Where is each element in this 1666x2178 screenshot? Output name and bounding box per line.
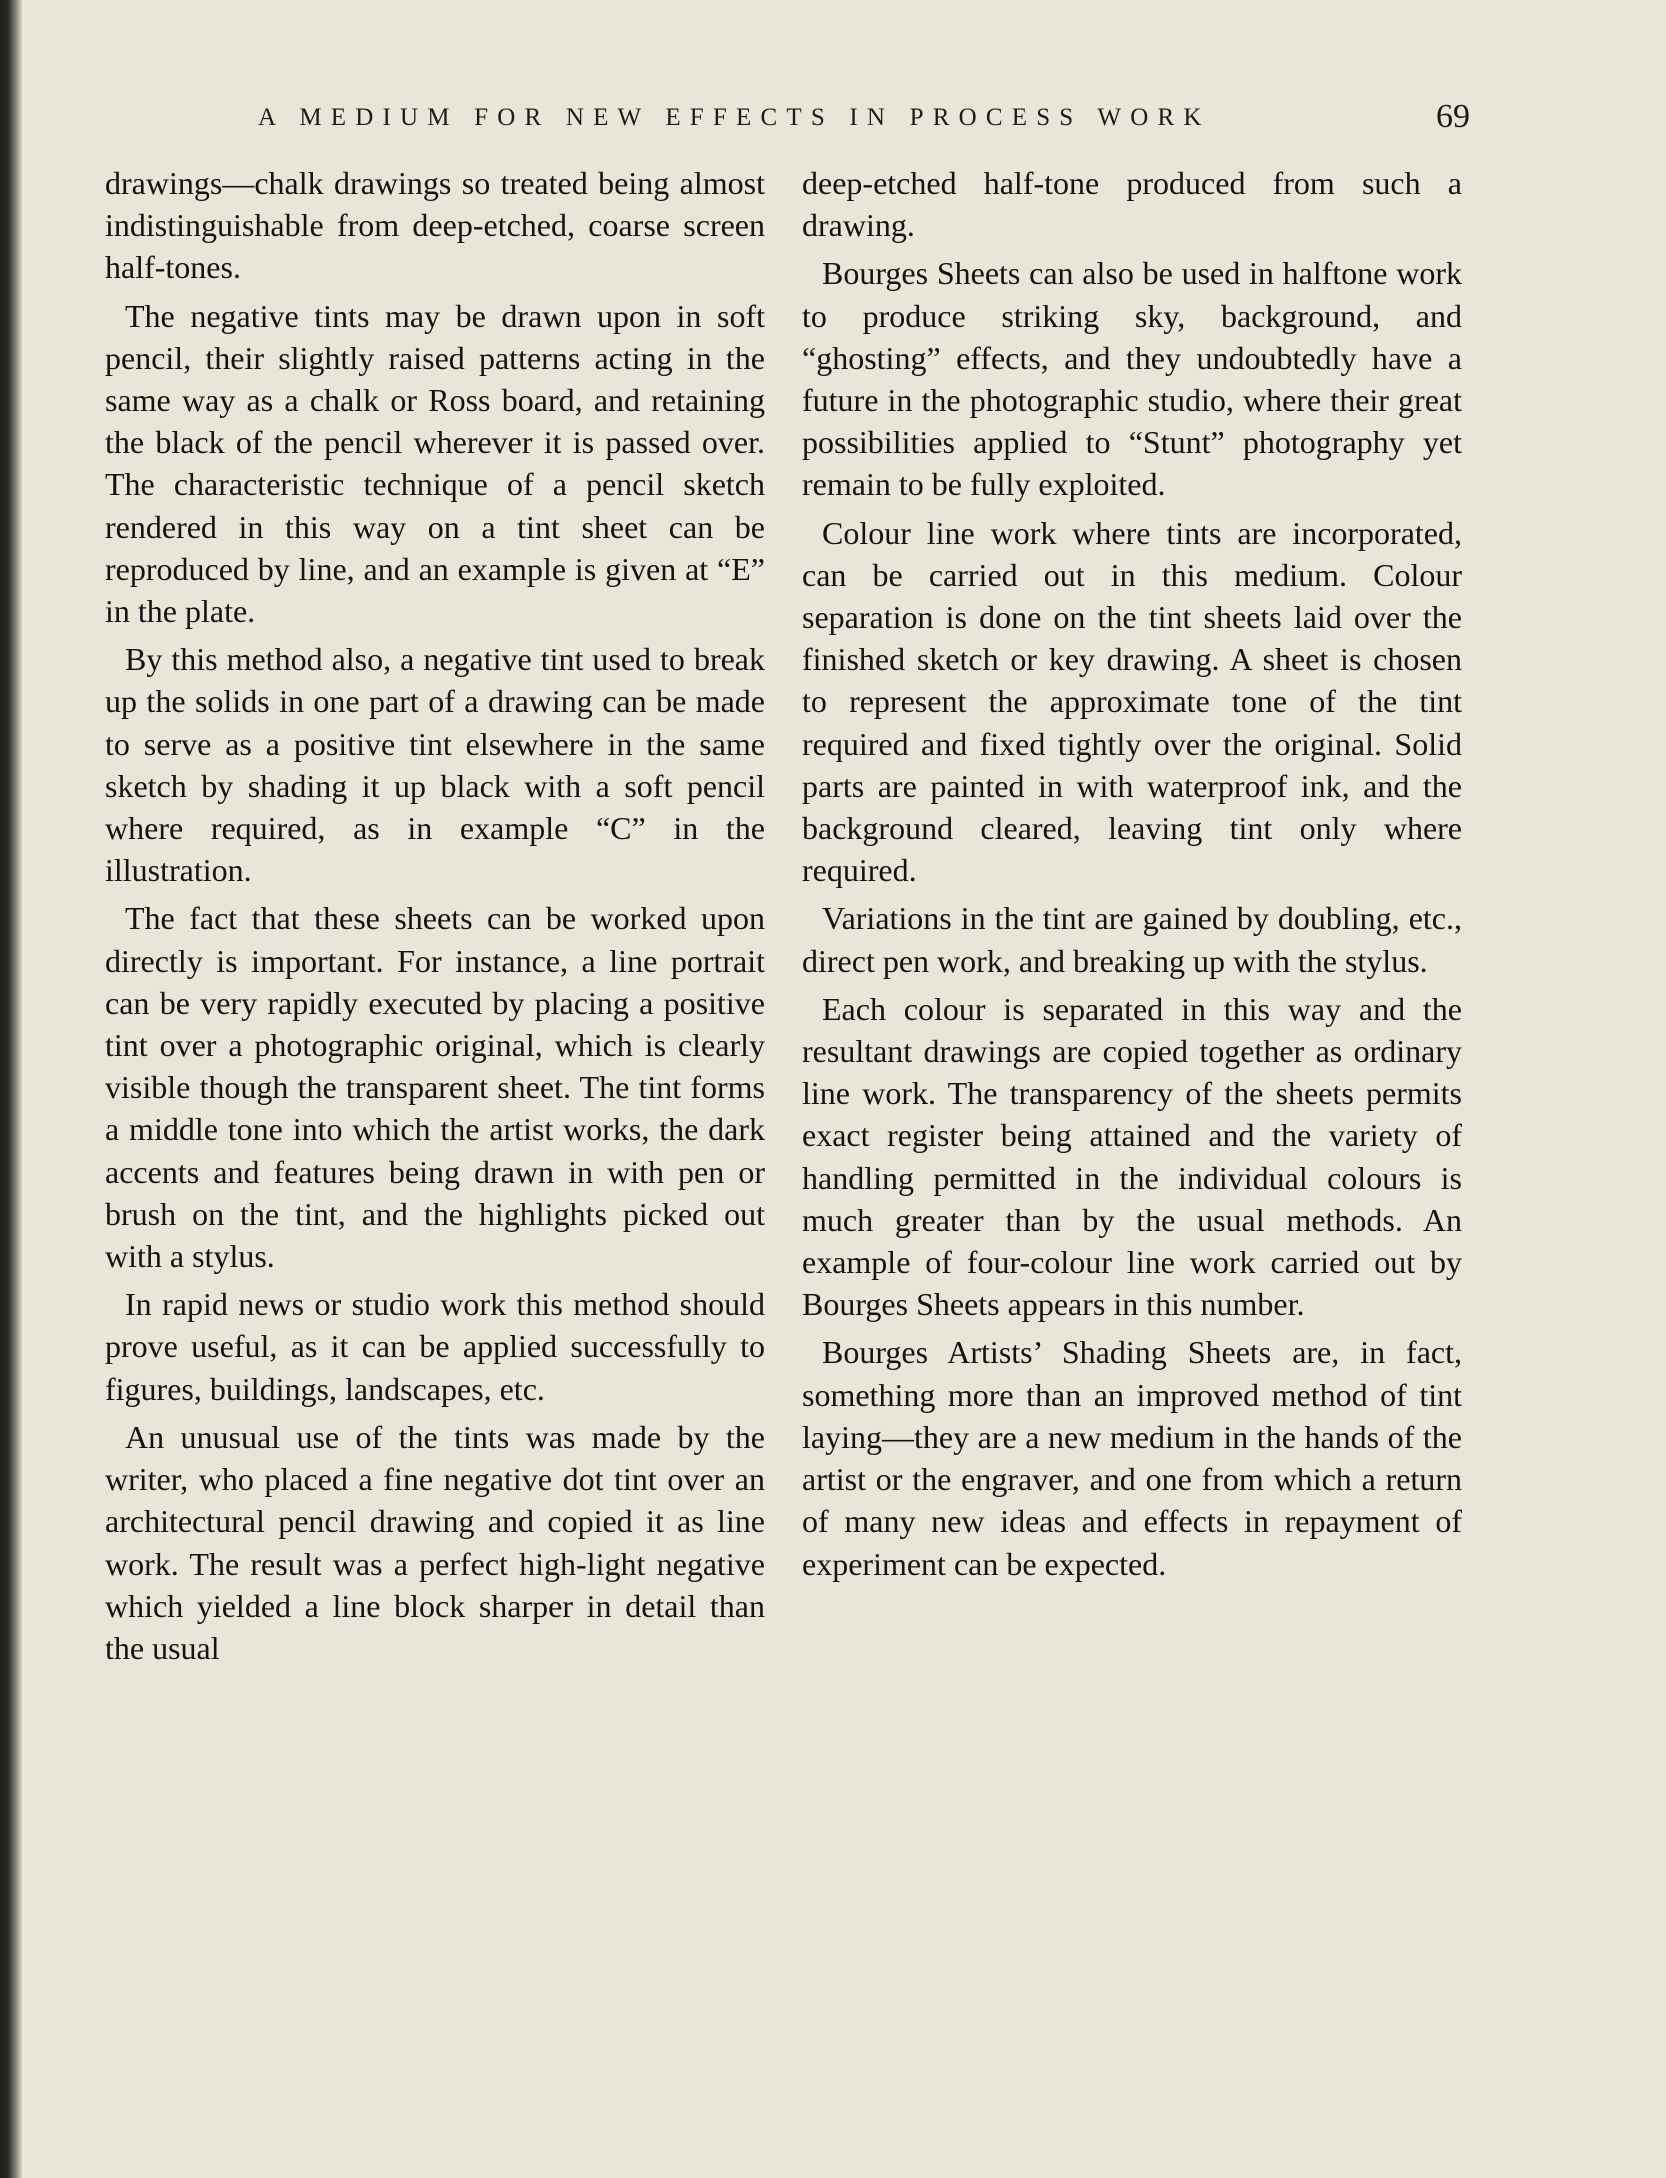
right-column bbox=[802, 162, 1462, 1782]
paragraph: drawings—chalk drawings so treated being almost indistinguishable from deep-etched, coarse screen half-tones. bbox=[105, 165, 765, 286]
page-binding-edge bbox=[0, 0, 22, 2178]
paragraph: In rapid news or studio work this method should prove useful, as it can be applied successfully to figures, buildings, landscapes, etc. bbox=[105, 1286, 765, 1407]
paragraph: The negative tints may be drawn upon in soft pencil, their slightly raised patterns acting in the same way as a chalk or Ross board, and retaining the black of the pencil wherever it is passed over. The characteristic technique of a pencil sketch rendered in this way on a tint sheet can be reproduced by line, and an example is given at “E” in the plate. bbox=[105, 297, 765, 630]
paragraph: Variations in the tint are gained by doubling, etc., direct pen work, and breaking up with the stylus. bbox=[802, 900, 1462, 979]
paragraph: By this method also, a negative tint used to break up the solids in one part of a drawing can be made to serve as a positive tint elsewhere in the same sketch by shading it up black with a soft pencil where required, as in example “C” in the illustration. bbox=[105, 641, 765, 889]
paragraph: An unusual use of the tints was made by the writer, who placed a fine negative dot tint over an architectural pencil drawing and copied it as line work. The result was a perfect high-light negative which yielded a line block sharper in detail than the usual bbox=[105, 1418, 765, 1666]
paragraph: deep-etched half-tone produced from such a drawing. bbox=[802, 165, 1462, 244]
paragraph: Bourges Artists’ Shading Sheets are, in fact, something more than an improved method of tint laying—they are a new medium in the hands of the artist or the engraver, and one from which a return of many new ideas and effects in repayment of experiment can be expected. bbox=[802, 1334, 1462, 1582]
left-column bbox=[105, 162, 765, 1782]
page-number: 69 bbox=[1436, 98, 1470, 135]
paragraph: Each colour is separated in this way and the resultant drawings are copied together as ordinary line work. The transparency of the sheets permits exact register being attained and the variety of handling permitted in the individual colours is much greater than by the usual methods. An example of four-colour line work carried out by Bourges Sheets appears in this number. bbox=[802, 990, 1462, 1323]
paragraph: The fact that these sheets can be worked upon directly is important. For instance, a line portrait can be very rapidly executed by placing a positive tint over a photographic original, which is clearly visible though the transparent sheet. The tint forms a middle tone into which the artist works, the dark accents and features being drawn in with pen or brush on the tint, and the highlights picked out with a stylus. bbox=[105, 900, 765, 1275]
running-head: A MEDIUM FOR NEW EFFECTS IN PROCESS WORK bbox=[258, 104, 1211, 131]
paragraph: Colour line work where tints are incorporated, can be carried out in this medium. Colour separation is done on the tint sheets laid over the finished sketch or key drawing. A sheet is chosen to represent the approximate tone of the tint required and fixed tightly over the original. Solid parts are painted in with waterproof ink, and the background cleared, leaving tint only where required. bbox=[802, 514, 1462, 889]
paragraph: Bourges Sheets can also be used in halftone work to produce striking sky, background, and “ghosting” effects, and they undoubtedly have a future in the photographic studio, where their great possibilities applied to “Stunt” photography yet remain to be fully exploited. bbox=[802, 255, 1462, 503]
